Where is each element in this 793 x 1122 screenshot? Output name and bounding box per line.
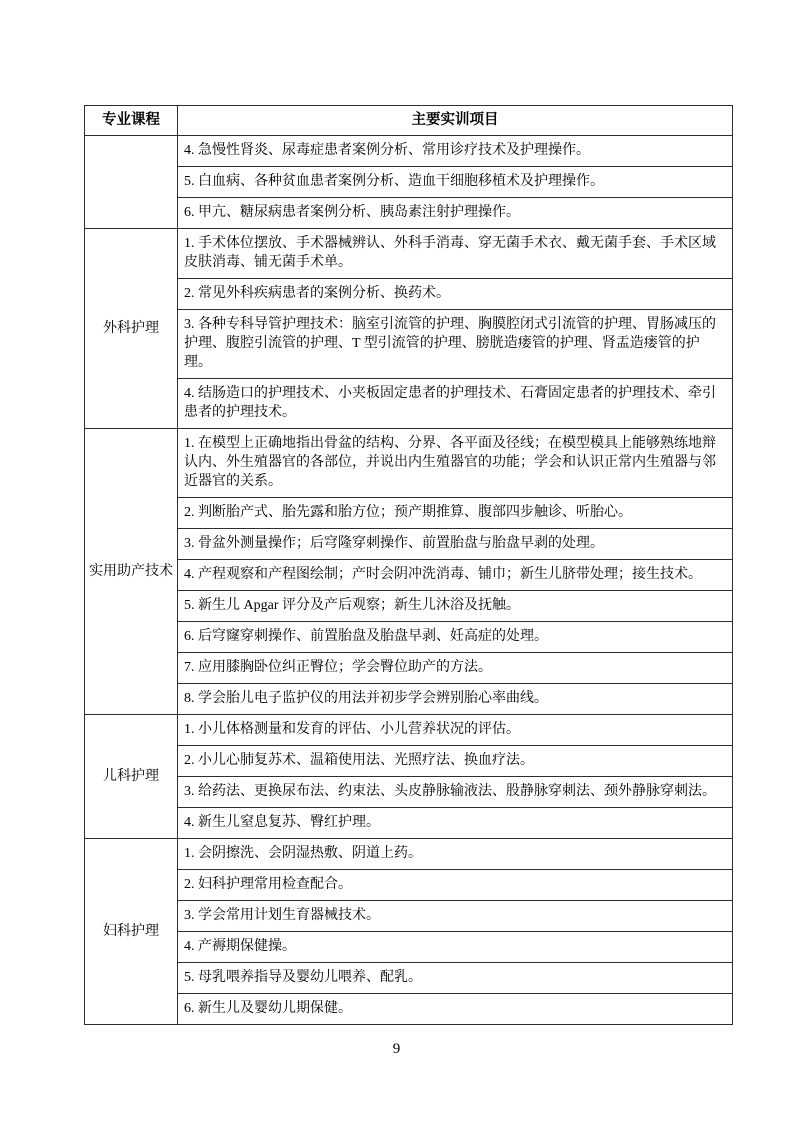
training-item-cell: 3. 给药法、更换尿布法、约束法、头皮静脉输液法、股静脉穿刺法、颈外静脉穿刺法。 (178, 777, 733, 808)
training-item-cell: 3. 学会常用计划生育器械技术。 (178, 901, 733, 932)
items-column-header: 主要实训项目 (178, 106, 733, 136)
table-row (85, 229, 733, 279)
course-cell (85, 136, 178, 229)
table-row (85, 529, 733, 560)
training-item-cell: 4. 产程观察和产程图绘制；产时会阴冲洗消毒、铺巾；新生儿脐带处理；接生技术。 (178, 560, 733, 591)
training-item-cell: 2. 常见外科疾病患者的案例分析、换药术。 (178, 279, 733, 310)
page-number: 9 (392, 1041, 401, 1057)
training-item-cell: 2. 判断胎产式、胎先露和胎方位；预产期推算、腹部四步触诊、听胎心。 (178, 498, 733, 529)
table-row (85, 198, 733, 229)
table-row (85, 560, 733, 591)
table-row (85, 715, 733, 746)
table-row (85, 136, 733, 167)
training-item-cell: 1. 会阴擦洗、会阴湿热敷、阴道上药。 (178, 839, 733, 870)
training-item-cell: 5. 母乳喂养指导及婴幼儿喂养、配乳。 (178, 963, 733, 994)
table-row (85, 932, 733, 963)
course-column-header: 专业课程 (85, 106, 178, 136)
course-cell: 外科护理 (85, 229, 178, 429)
training-item-cell: 6. 甲亢、糖尿病患者案例分析、胰岛素注射护理操作。 (178, 198, 733, 229)
table-row (85, 963, 733, 994)
training-item-cell: 5. 新生儿 Apgar 评分及产后观察；新生儿沐浴及抚触。 (178, 591, 733, 622)
training-item-cell: 1. 在模型上正确地指出骨盆的结构、分界、各平面及径线；在模型模具上能够熟练地辩认内、外生殖器官的各部位，并说出内生殖器官的功能；学会和认识正常内生殖器与邻近器官的关系。 (178, 429, 733, 498)
table-row (85, 808, 733, 839)
training-item-cell: 4. 新生儿窒息复苏、臀红护理。 (178, 808, 733, 839)
training-item-cell: 8. 学会胎儿电子监护仪的用法并初步学会辨别胎心率曲线。 (178, 684, 733, 715)
table-row (85, 498, 733, 529)
training-item-cell: 2. 妇科护理常用检查配合。 (178, 870, 733, 901)
table-row (85, 901, 733, 932)
table-row (85, 429, 733, 498)
table-row (85, 279, 733, 310)
training-item-cell: 1. 小儿体格测量和发育的评估、小儿营养状况的评估。 (178, 715, 733, 746)
table-row (85, 310, 733, 379)
training-item-cell: 3. 骨盆外测量操作；后穹隆穿刺操作、前置胎盘与胎盘早剥的处理。 (178, 529, 733, 560)
training-projects-table (84, 105, 733, 1025)
training-item-cell: 6. 新生儿及婴幼儿期保健。 (178, 994, 733, 1025)
table-row (85, 684, 733, 715)
table-header-row (85, 106, 733, 136)
training-item-cell: 4. 急慢性肾炎、尿毒症患者案例分析、常用诊疗技术及护理操作。 (178, 136, 733, 167)
table-row (85, 746, 733, 777)
training-item-cell: 4. 产褥期保健操。 (178, 932, 733, 963)
training-item-cell: 1. 手术体位摆放、手术器械辨认、外科手消毒、穿无菌手术衣、戴无菌手套、手术区域皮肤消毒、铺无菌手术单。 (178, 229, 733, 279)
training-item-cell: 4. 结肠造口的护理技术、小夹板固定患者的护理技术、石膏固定患者的护理技术、牵引患者的护理技术。 (178, 379, 733, 429)
table-row (85, 653, 733, 684)
table-row (85, 777, 733, 808)
training-item-cell: 5. 白血病、各种贫血患者案例分析、造血干细胞移植术及护理操作。 (178, 167, 733, 198)
course-cell: 妇科护理 (85, 839, 178, 1025)
table-row (85, 994, 733, 1025)
table-row (85, 839, 733, 870)
training-item-cell: 7. 应用膝胸卧位纠正臀位；学会臀位助产的方法。 (178, 653, 733, 684)
training-item-cell: 2. 小儿心肺复苏术、温箱使用法、光照疗法、换血疗法。 (178, 746, 733, 777)
table-row (85, 870, 733, 901)
training-table-body (85, 136, 733, 1025)
course-cell: 实用助产技术 (85, 429, 178, 715)
table-row (85, 591, 733, 622)
training-item-cell: 6. 后穹窿穿刺操作、前置胎盘及胎盘早剥、妊高症的处理。 (178, 622, 733, 653)
table-row (85, 379, 733, 429)
course-cell: 儿科护理 (85, 715, 178, 839)
training-item-cell: 3. 各种专科导管护理技术：脑室引流管的护理、胸膜腔闭式引流管的护理、胃肠减压的护理、腹腔引流管的护理、T 型引流管的护理、膀胱造瘘管的护理、肾盂造瘘管的护理。 (178, 310, 733, 379)
table-row (85, 622, 733, 653)
table-row (85, 167, 733, 198)
